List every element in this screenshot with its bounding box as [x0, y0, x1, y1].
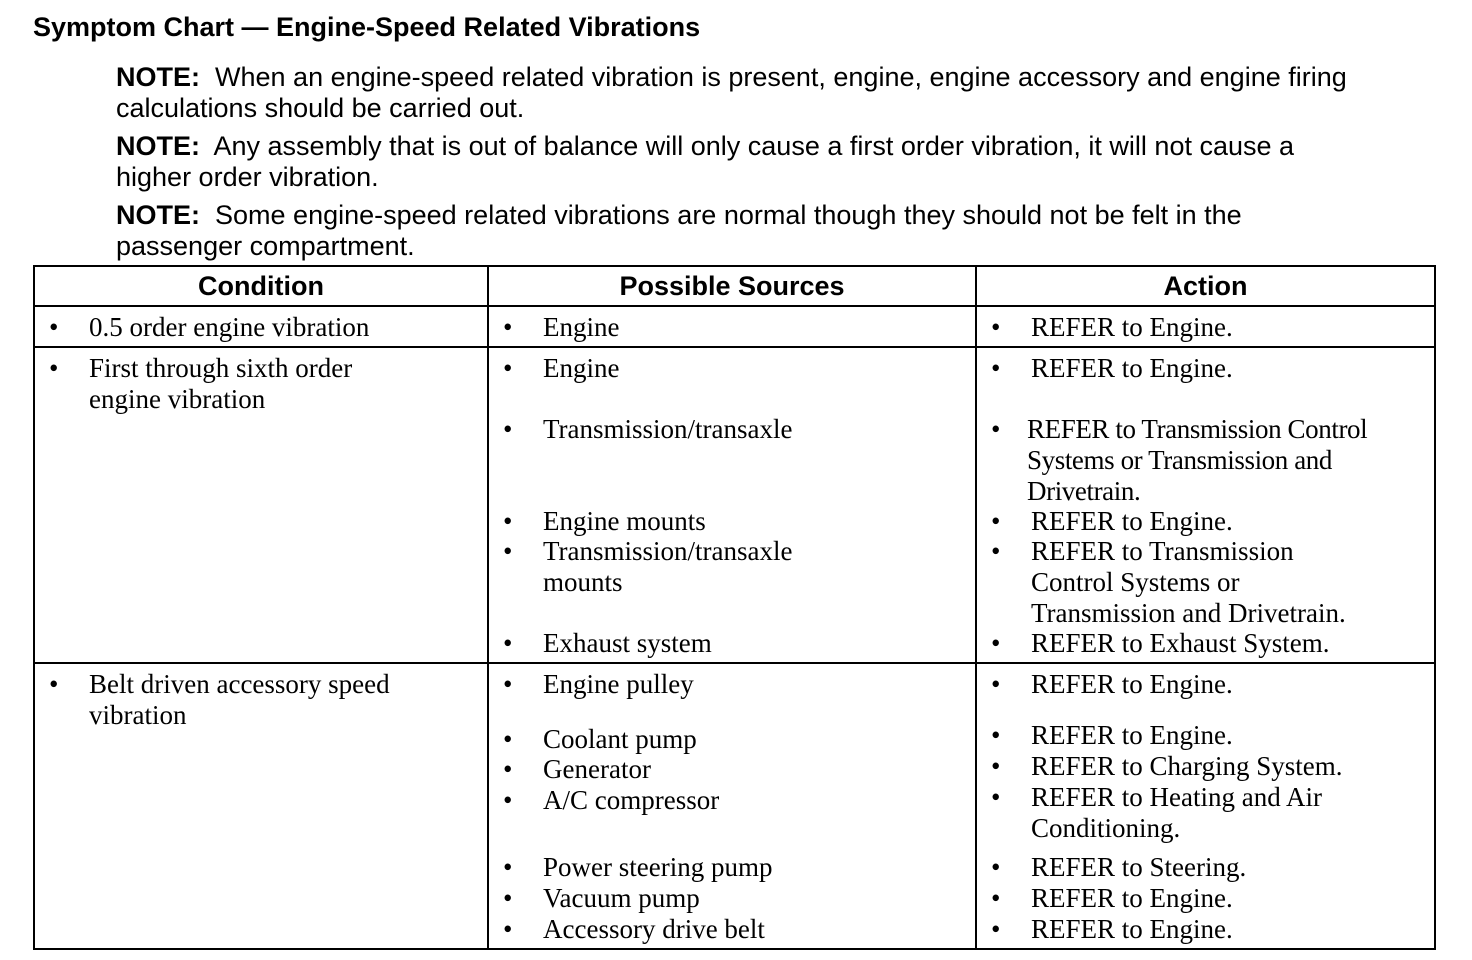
header-possible-sources: Possible Sources: [488, 266, 976, 306]
header-condition: Condition: [34, 266, 488, 306]
bullet-icon: •: [991, 751, 1001, 781]
source-text: Power steering pump: [543, 852, 773, 882]
note-label: NOTE:: [116, 200, 200, 230]
action-text: REFER to Transmission Control Systems or Transmission and Drivetrain.: [1031, 536, 1346, 628]
action-text: REFER to Engine.: [1031, 669, 1233, 699]
bullet-icon: •: [503, 536, 513, 566]
bullet-icon: •: [49, 669, 59, 699]
bullet-icon: •: [991, 312, 1001, 342]
table-row: [34, 663, 1435, 949]
header-action: Action: [976, 266, 1435, 306]
note-3: [116, 200, 1356, 262]
source-text: Coolant pump: [543, 724, 697, 754]
source-text: Engine: [543, 353, 620, 383]
source-text: Exhaust system: [543, 628, 712, 658]
action-text: REFER to Engine.: [1031, 914, 1233, 944]
source-text: Generator: [543, 754, 651, 784]
bullet-icon: •: [503, 785, 513, 815]
note-label: NOTE:: [116, 131, 200, 161]
bullet-icon: •: [991, 353, 1001, 383]
action-text: REFER to Engine.: [1031, 312, 1233, 342]
bullet-icon: •: [503, 414, 513, 444]
bullet-icon: •: [991, 720, 1001, 750]
source-text: Engine: [543, 312, 620, 342]
condition-text: Belt driven accessory speed vibration: [89, 669, 390, 730]
action-text: REFER to Engine.: [1031, 883, 1233, 913]
bullet-icon: •: [503, 312, 513, 342]
condition-text: First through sixth order engine vibration: [89, 353, 353, 414]
source-text: Transmission/transaxle: [543, 414, 793, 444]
condition-cell: [34, 306, 488, 347]
bullet-icon: •: [503, 914, 513, 944]
bullet-icon: •: [49, 312, 59, 342]
source-text: Engine pulley: [543, 669, 694, 699]
bullet-icon: •: [503, 754, 513, 784]
bullet-icon: •: [991, 506, 1001, 536]
bullet-icon: •: [991, 414, 1001, 444]
note-text: When an engine-speed related vibration is present, engine, engine accessory and engine firing calculations should be carried out.: [116, 62, 1347, 123]
note-1: [116, 62, 1356, 124]
sources-cell: [488, 306, 976, 347]
bullet-icon: •: [503, 883, 513, 913]
action-text: REFER to Charging System.: [1031, 751, 1343, 781]
bullet-icon: •: [991, 536, 1001, 566]
source-text: Accessory drive belt: [543, 914, 765, 944]
note-text: Some engine-speed related vibrations are normal though they should not be felt in the passenger compartment.: [116, 200, 1242, 261]
action-text: REFER to Transmission Control Systems or Transmission and Drivetrain.: [1027, 414, 1368, 506]
table-header-row: [34, 266, 1435, 306]
bullet-icon: •: [991, 883, 1001, 913]
note-label: NOTE:: [116, 62, 200, 92]
bullet-icon: •: [503, 724, 513, 754]
bullet-icon: •: [49, 353, 59, 383]
bullet-icon: •: [503, 852, 513, 882]
page-title: Symptom Chart — Engine-Speed Related Vibrations: [33, 12, 701, 42]
action-text: REFER to Heating and Air Conditioning.: [1031, 782, 1322, 843]
table-row: [34, 347, 1435, 663]
sources-cell: [488, 347, 976, 663]
bullet-icon: •: [991, 669, 1001, 699]
bullet-icon: •: [503, 353, 513, 383]
bullet-icon: •: [991, 914, 1001, 944]
note-text: Any assembly that is out of balance will only cause a first order vibration, it will not cause a higher order vibration.: [116, 131, 1295, 192]
bullet-icon: •: [503, 506, 513, 536]
action-text: REFER to Exhaust System.: [1031, 628, 1330, 658]
actions-cell: [976, 347, 1435, 663]
source-text: Vacuum pump: [543, 883, 700, 913]
sources-cell: [488, 663, 976, 949]
bullet-icon: •: [991, 852, 1001, 882]
bullet-icon: •: [503, 669, 513, 699]
action-text: REFER to Steering.: [1031, 852, 1247, 882]
source-text: Engine mounts: [543, 506, 706, 536]
bullet-icon: •: [991, 628, 1001, 658]
action-text: REFER to Engine.: [1031, 506, 1233, 536]
condition-text: 0.5 order engine vibration: [89, 312, 370, 342]
table-row: [34, 306, 1435, 347]
action-text: REFER to Engine.: [1031, 720, 1233, 750]
source-text: A/C compressor: [543, 785, 720, 815]
source-text: Transmission/transaxle mounts: [543, 536, 793, 597]
symptom-table: [33, 265, 1436, 950]
note-2: [116, 131, 1356, 193]
action-text: REFER to Engine.: [1031, 353, 1233, 383]
condition-cell: [34, 663, 488, 949]
actions-cell: [976, 663, 1435, 949]
actions-cell: [976, 306, 1435, 347]
bullet-icon: •: [503, 628, 513, 658]
condition-cell: [34, 347, 488, 663]
bullet-icon: •: [991, 782, 1001, 812]
